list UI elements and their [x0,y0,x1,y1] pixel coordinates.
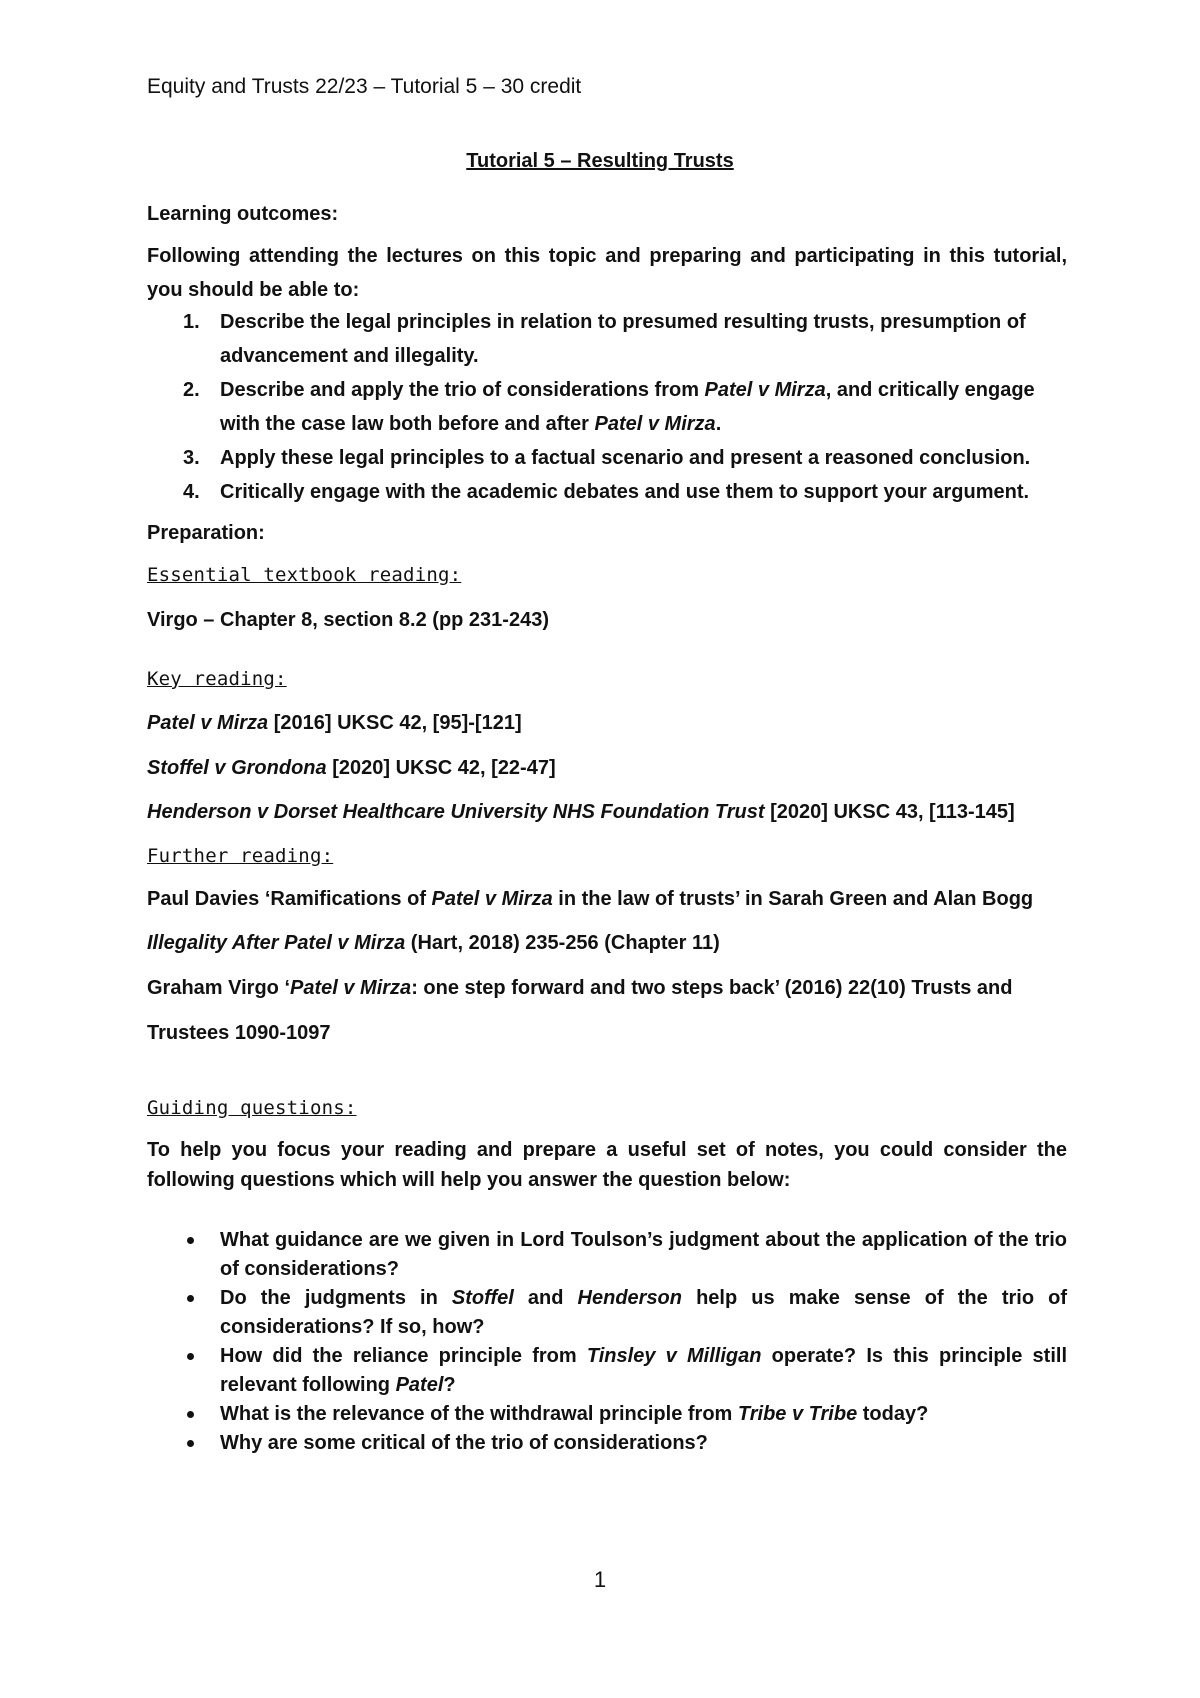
question-text: How did the reliance principle from [220,1345,587,1367]
preparation-heading: Preparation: [147,522,265,544]
case-name: Patel v Mirza [594,413,716,435]
list-item [147,1400,1067,1429]
reference-text: in the law of trusts’ in Sarah Green and Alan Bogg [552,888,1034,910]
citation: [2016] UKSC 42, [95]-[121] [268,712,522,734]
bullet-icon [187,1353,194,1360]
list-item [147,1284,1067,1342]
key-reference [147,799,1015,825]
guiding-questions-list [147,1226,1067,1458]
document-header: Equity and Trusts 22/23 – Tutorial 5 – 30 credit [147,75,582,98]
further-reference-line: Trustees 1090-1097 [147,1022,331,1044]
list-item [147,475,1067,509]
list-item [147,373,1067,441]
case-name: Patel v Mirza [704,379,826,401]
learning-outcomes-list [147,305,1067,509]
key-reference [147,710,522,736]
case-name: Patel [395,1374,444,1396]
bullet-icon [187,1237,194,1244]
question-text: and [513,1287,578,1309]
citation: [2020] UKSC 42, [22-47] [326,757,556,779]
key-reading-heading: Key reading: [147,668,287,690]
question-text: Do the judgments in [220,1287,452,1309]
page-number: 1 [593,1567,607,1592]
outcome-text: , and critically engage with the case law both before and after [220,379,1035,435]
case-name: Patel v Mirza [431,888,553,910]
reference-text: (Hart, 2018) 235-256 (Chapter 11) [405,932,720,954]
guiding-questions-heading: Guiding questions: [147,1097,357,1119]
list-item [147,1226,1067,1284]
list-item [147,441,1067,475]
intro-paragraph: Following attending the lectures on this topic and preparing and participating in this tutorial, you should be able to: [147,245,1067,301]
case-name: Patel v Mirza [290,977,412,999]
reference-text: Graham Virgo ‘ [147,977,291,999]
case-name: Patel v Mirza [147,712,269,734]
key-reference [147,755,556,781]
further-reference-line [147,886,1033,912]
list-item [147,1429,1067,1458]
page-title: Tutorial 5 – Resulting Trusts [466,150,734,172]
outcome-text: Describe the legal principles in relation to presumed resulting trusts, presumption of advancement and illegality. [220,311,1026,367]
case-name: Henderson v Dorset Healthcare University NHS Foundation Trust [147,801,765,823]
outcome-text: Describe and apply the trio of considerations from [220,379,705,401]
question-text: Why are some critical of the trio of considerations? [220,1432,708,1454]
case-name: Tinsley v Milligan [586,1345,762,1367]
question-text: What is the relevance of the withdrawal principle from [220,1403,738,1425]
question-text: What guidance are we given in Lord Toulson’s judgment about the application of the trio of considerations? [220,1229,1067,1280]
outcome-text: . [715,413,722,435]
bullet-icon [187,1440,194,1447]
case-name: Stoffel [451,1287,514,1309]
reference-text: Paul Davies ‘Ramifications of [147,888,432,910]
essential-reference: Virgo – Chapter 8, section 8.2 (pp 231-243) [147,609,549,631]
list-number: 2. [183,379,200,401]
learning-outcomes-heading: Learning outcomes: [147,203,339,225]
question-text: today? [857,1403,929,1425]
list-number: 4. [183,481,200,503]
book-title: Illegality After Patel v Mirza [147,932,406,954]
list-item [147,305,1067,373]
list-number: 1. [183,311,200,333]
question-text: help us make sense of the trio of considerations? If so, how? [220,1287,1068,1338]
case-name: Tribe v Tribe [737,1403,858,1425]
reference-text: : one step forward and two steps back’ (2016) 22(10) Trusts and [411,977,1013,999]
list-item [147,1342,1067,1400]
bullet-icon [187,1295,194,1302]
list-number: 3. [183,447,200,469]
bullet-icon [187,1411,194,1418]
citation: [2020] UKSC 43, [113-145] [764,801,1015,823]
question-text: ? [443,1374,456,1396]
further-reading-heading: Further reading: [147,845,334,867]
question-text: operate? Is this principle still relevant following [220,1345,1067,1396]
outcome-text: Apply these legal principles to a factual scenario and present a reasoned conclusion. [220,447,1031,469]
further-reference-line [147,975,1012,1001]
guiding-intro: To help you focus your reading and prepare a useful set of notes, you could consider the following questions which will help you answer the question below: [147,1139,1067,1191]
outcome-text: Critically engage with the academic debates and use them to support your argument. [220,481,1030,503]
further-reference-line [147,930,720,956]
case-name: Stoffel v Grondona [147,757,327,779]
essential-reading-heading: Essential textbook reading: [147,564,462,586]
case-name: Henderson [577,1287,682,1309]
